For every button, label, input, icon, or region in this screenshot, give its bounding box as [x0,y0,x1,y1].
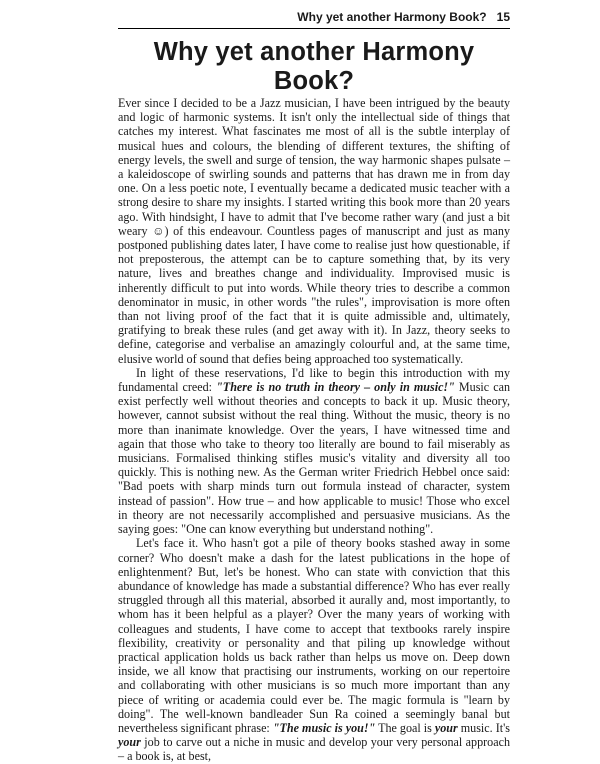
body-paragraph [118,96,510,366]
body-text [118,96,510,764]
page-number: 15 [496,10,510,24]
paragraph-text: Let's face it. Who hasn't got a pile of theory books stashed away in some corner? Who doesn't make a dash for the latest publications in the hope of enlightenment? But, let's be honest. Who can state with conviction that this abundance of knowledge has made a substantial difference? Who has ever really struggled through all this material, absorbed it aurally and, most importantly, to whom has it been helpful as a player? Over the many years of working with colleagues and students, I have come to accept that textbooks rarely inspire flexibility, creativity or personality and that piling up knowledge without practical application holds us back rather than helps us move on. Deep down inside, we all know that practising our instruments, working on our repertoire and collaborating with other musicians is so much more important than any piece of writing or academia could ever be. The magic formula is "learn by doing". The well-known bandleader Sun Ra coined a seemingly banal but nevertheless significant phrase: [118,536,510,735]
emphasis-text: your [118,735,141,750]
running-head [118,7,510,27]
page-title: Why yet another Harmony Book? [153,38,475,95]
quoted-creed: "The music is you!" [272,720,376,735]
paragraph-text: In light of these reservations, I'd like to begin this introduction with my fundamental creed: [118,365,510,395]
emphasis-text: your [434,720,458,735]
paragraph-text: The goal is [375,720,435,735]
body-paragraph [118,366,510,536]
paragraph-text: Music can exist perfectly well without theories and concepts to back it up. Music theory, however, cannot subsist without the real thing. Without the music, theory is no more than inanimate knowledge. Over the years, I have witnessed time and again that those who take to theory too literally are bound to fail miserably as musicians. Formalised thinking stifles music's vitality and diversity all too quickly. This is nothing new. As the German writer Friedrich Hebbel once said: "Bad poets with sharp minds turn out formula instead of character, system instead of passion". How true – and how applicable to music! Those who excel in theory are not necessarily accomplished and persuasive musicians. As the saying goes: "One can know everything but understand nothing". [118,380,510,537]
paragraph-text: job to carve out a niche in music and develop your very personal approach – a book is, at best, [118,735,510,764]
paragraph-text: Ever since I decided to be a Jazz musician, I have been intrigued by the beauty and logic of harmonic systems. It isn't only the intellectual side of things that catches my interest. What fascinates me most of all is the subtle interplay of musical hues and colours, the blending of different textures, the shifting of energy levels, the swell and surge of tension, the way harmonic shapes pulsate – a kaleidoscope of swirling sounds and patterns that has drawn me in from day one. On a less poetic note, I eventually became a dedicated music teacher with a strong desire to share my insights. I started writing this book more than 20 years ago. With hindsight, I have to admit that I've become rather wary (and just a bit weary ☺) of this endeavour. Countless pages of manuscript and just as many postponed publishing dates later, I have come to realise just how questionable, if not preposterous, the attempt can be to capture something that, by its very nature, lives and breathes change and individuality. Improvised music is inherently difficult to put into words. While theory tries to describe a common denominator in music, in other words "the rules", improvisation is more often than not living proof of the fact that it is quite admissible and, ultimately, gratifying to break these rules (and get away with it). In Jazz, theory seeks to define, categorise and verbalise an amazingly colourful and, at the same time, elusive world of sound that defies being approached too systematically. [118,96,510,366]
body-paragraph [118,536,510,763]
header-rule [118,28,510,29]
quoted-creed: "There is no truth in theory – only in music!" [216,380,455,395]
paragraph-text: music. It's [457,720,510,735]
running-title: Why yet another Harmony Book? [297,10,487,24]
